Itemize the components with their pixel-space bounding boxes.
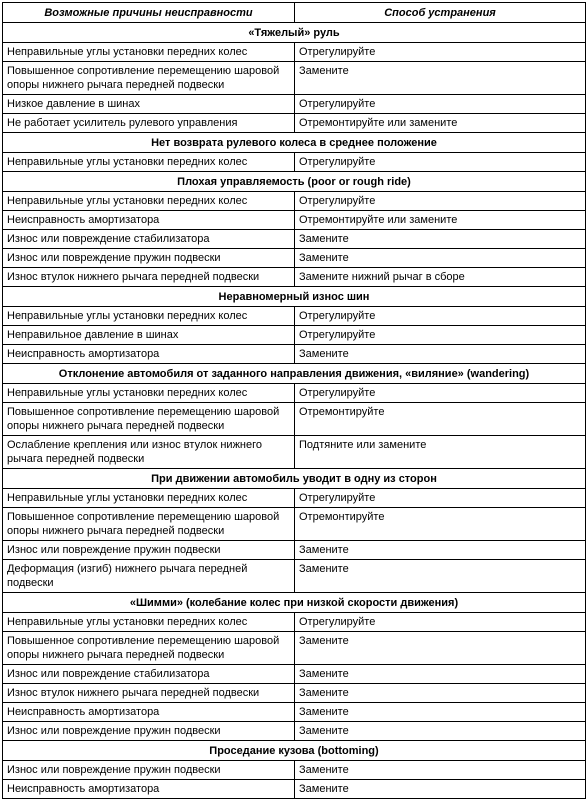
cause-cell: Не работает усилитель рулевого управления — [3, 114, 295, 133]
cause-cell: Износ втулок нижнего рычага передней подвески — [3, 268, 295, 287]
section-title: Плохая управляемость (poor or rough ride) — [3, 172, 586, 192]
remedy-cell: Замените — [295, 665, 586, 684]
remedy-cell: Замените — [295, 345, 586, 364]
table-row — [3, 665, 586, 684]
remedy-cell: Отремонтируйте — [295, 508, 586, 541]
cause-cell: Износ или повреждение пружин подвески — [3, 541, 295, 560]
section-header-row — [3, 133, 586, 153]
section-title: Проседание кузова (bottoming) — [3, 741, 586, 761]
table-row — [3, 632, 586, 665]
remedy-cell: Замените — [295, 684, 586, 703]
cause-cell: Неправильные углы установки передних колес — [3, 384, 295, 403]
table-row — [3, 114, 586, 133]
table-row — [3, 761, 586, 780]
column-header-cause: Возможные причины неисправности — [3, 3, 295, 23]
table-row — [3, 613, 586, 632]
table-body — [3, 23, 586, 799]
section-title: Отклонение автомобиля от заданного направления движения, «виляние» (wandering) — [3, 364, 586, 384]
section-header-row — [3, 741, 586, 761]
table-row — [3, 560, 586, 593]
table-row — [3, 230, 586, 249]
cause-cell: Низкое давление в шинах — [3, 95, 295, 114]
remedy-cell: Замените — [295, 761, 586, 780]
section-header-row — [3, 593, 586, 613]
section-header-row — [3, 287, 586, 307]
remedy-cell: Отрегулируйте — [295, 307, 586, 326]
cause-cell: Неисправность амортизатора — [3, 703, 295, 722]
remedy-cell: Отрегулируйте — [295, 384, 586, 403]
table-row — [3, 153, 586, 172]
cause-cell: Износ или повреждение пружин подвески — [3, 761, 295, 780]
table-row — [3, 508, 586, 541]
cause-cell: Неисправность амортизатора — [3, 211, 295, 230]
section-header-row — [3, 469, 586, 489]
remedy-cell: Отрегулируйте — [295, 153, 586, 172]
cause-cell: Деформация (изгиб) нижнего рычага передней подвески — [3, 560, 295, 593]
table-row — [3, 489, 586, 508]
table-row — [3, 403, 586, 436]
section-title: «Шимми» (колебание колес при низкой скорости движения) — [3, 593, 586, 613]
remedy-cell: Замените — [295, 560, 586, 593]
remedy-cell: Отрегулируйте — [295, 95, 586, 114]
cause-cell: Неправильные углы установки передних колес — [3, 192, 295, 211]
cause-cell: Повышенное сопротивление перемещению шаровой опоры нижнего рычага передней подвески — [3, 632, 295, 665]
troubleshooting-table — [2, 2, 586, 799]
section-title: «Тяжелый» руль — [3, 23, 586, 43]
cause-cell: Повышенное сопротивление перемещению шаровой опоры нижнего рычага передней подвески — [3, 62, 295, 95]
cause-cell: Неправильное давление в шинах — [3, 326, 295, 345]
table-row — [3, 722, 586, 741]
table-row — [3, 43, 586, 62]
table-row — [3, 780, 586, 799]
section-header-row — [3, 172, 586, 192]
remedy-cell: Замените — [295, 249, 586, 268]
section-title: Неравномерный износ шин — [3, 287, 586, 307]
remedy-cell: Отрегулируйте — [295, 613, 586, 632]
table-header-row — [3, 3, 586, 23]
cause-cell: Неправильные углы установки передних колес — [3, 43, 295, 62]
remedy-cell: Замените — [295, 230, 586, 249]
remedy-cell: Замените — [295, 62, 586, 95]
column-header-remedy: Способ устранения — [295, 3, 586, 23]
table-row — [3, 384, 586, 403]
table-row — [3, 684, 586, 703]
cause-cell: Износ или повреждение пружин подвески — [3, 722, 295, 741]
table-row — [3, 249, 586, 268]
section-title: Нет возврата рулевого колеса в среднее положение — [3, 133, 586, 153]
table-row — [3, 211, 586, 230]
table-row — [3, 703, 586, 722]
table-row — [3, 192, 586, 211]
table-row — [3, 345, 586, 364]
table-row — [3, 62, 586, 95]
remedy-cell: Отрегулируйте — [295, 489, 586, 508]
cause-cell: Ослабление крепления или износ втулок нижнего рычага передней подвески — [3, 436, 295, 469]
remedy-cell: Отрегулируйте — [295, 192, 586, 211]
remedy-cell: Отрегулируйте — [295, 326, 586, 345]
cause-cell: Износ или повреждение пружин подвески — [3, 249, 295, 268]
remedy-cell: Замените нижний рычаг в сборе — [295, 268, 586, 287]
cause-cell: Повышенное сопротивление перемещению шаровой опоры нижнего рычага передней подвески — [3, 508, 295, 541]
remedy-cell: Подтяните или замените — [295, 436, 586, 469]
table-row — [3, 436, 586, 469]
cause-cell: Неисправность амортизатора — [3, 345, 295, 364]
table-row — [3, 95, 586, 114]
remedy-cell: Отремонтируйте или замените — [295, 114, 586, 133]
cause-cell: Повышенное сопротивление перемещению шаровой опоры нижнего рычага передней подвески — [3, 403, 295, 436]
remedy-cell: Замените — [295, 632, 586, 665]
cause-cell: Неправильные углы установки передних колес — [3, 307, 295, 326]
section-header-row — [3, 364, 586, 384]
table-row — [3, 307, 586, 326]
cause-cell: Неправильные углы установки передних колес — [3, 153, 295, 172]
remedy-cell: Отрегулируйте — [295, 43, 586, 62]
table-row — [3, 268, 586, 287]
section-title: При движении автомобиль уводит в одну из сторон — [3, 469, 586, 489]
cause-cell: Износ или повреждение стабилизатора — [3, 665, 295, 684]
remedy-cell: Отремонтируйте — [295, 403, 586, 436]
table-row — [3, 326, 586, 345]
cause-cell: Неисправность амортизатора — [3, 780, 295, 799]
remedy-cell: Замените — [295, 703, 586, 722]
cause-cell: Износ или повреждение стабилизатора — [3, 230, 295, 249]
table-row — [3, 541, 586, 560]
remedy-cell: Отремонтируйте или замените — [295, 211, 586, 230]
remedy-cell: Замените — [295, 722, 586, 741]
cause-cell: Неправильные углы установки передних колес — [3, 613, 295, 632]
remedy-cell: Замените — [295, 780, 586, 799]
cause-cell: Неправильные углы установки передних колес — [3, 489, 295, 508]
remedy-cell: Замените — [295, 541, 586, 560]
cause-cell: Износ втулок нижнего рычага передней подвески — [3, 684, 295, 703]
section-header-row — [3, 23, 586, 43]
